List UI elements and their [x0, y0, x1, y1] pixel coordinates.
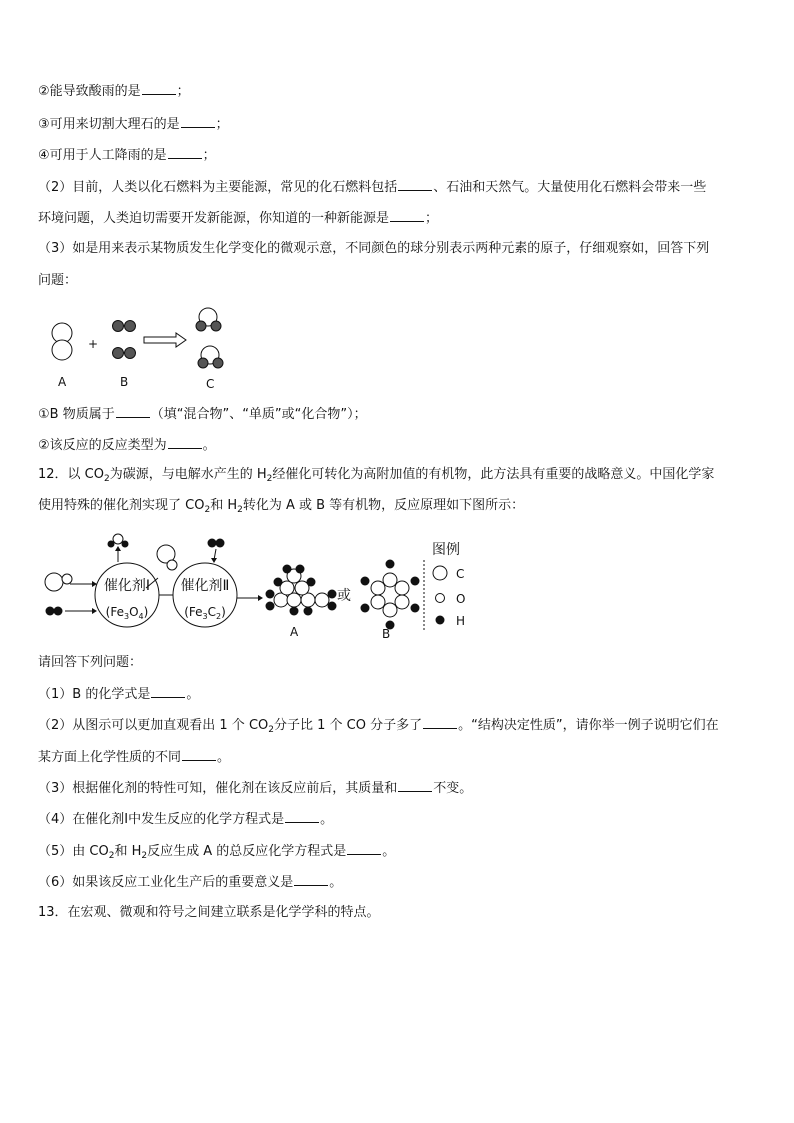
reaction-arrow: [144, 333, 186, 347]
question-line: [38, 497, 524, 519]
text: 分子比 1 个 CO 分子多了: [273, 718, 423, 733]
text: （1）B 的化学式是: [38, 687, 151, 702]
subscript: 2: [204, 505, 211, 515]
catalyst-2-circle: [173, 563, 237, 627]
formula-sub: 4: [138, 612, 144, 621]
formula-part: ): [143, 605, 149, 619]
question-line: [38, 904, 380, 922]
molecule-a: [52, 323, 72, 360]
formula-sub: 3: [123, 612, 130, 621]
legend-c-label: C: [456, 567, 465, 581]
question-line: [38, 716, 719, 739]
text: （4）在催化剂Ⅰ中发生反应的化学方程式是: [38, 812, 285, 827]
question-line: [38, 240, 709, 258]
catalyst-2-label: 催化剂Ⅱ: [180, 578, 230, 594]
question-line: [38, 748, 230, 767]
subscript: 2: [108, 851, 115, 861]
molecule-c: [196, 308, 223, 368]
plus-sign: +: [88, 337, 99, 351]
text: （填“混合物”、“单质”或“化合物”）；: [150, 407, 367, 422]
text: ④可用于人工降雨的是: [38, 148, 167, 163]
text: 问题：: [38, 273, 78, 288]
answer-blank[interactable]: [182, 748, 216, 761]
text: （3）如是用来表示某物质发生化学变化的微观示意，不同颜色的球分别表示两种元素的原子，仔细观察如，回答下列: [38, 241, 710, 256]
text: 经催化可转化为高附加值的有机物，此方法具有重要的战略意义。中国化学家: [272, 467, 715, 482]
legend-o-marker: [436, 594, 445, 603]
subscript: 2: [266, 474, 273, 484]
question-line: [38, 810, 333, 829]
output-h2o-molecule: [108, 534, 129, 562]
question-line: [38, 779, 472, 798]
legend-c-marker: [433, 566, 447, 580]
answer-blank[interactable]: [285, 810, 319, 823]
formula-sub: 3: [202, 612, 208, 621]
question-line: [38, 685, 199, 704]
question-line: [38, 209, 438, 228]
text: 。: [320, 812, 334, 827]
answer-blank[interactable]: [168, 146, 202, 159]
answer-blank[interactable]: [390, 209, 424, 222]
legend-h-label: H: [456, 614, 466, 628]
label-a: A: [290, 625, 299, 639]
text: 请回答下列问题：: [38, 655, 143, 670]
formula-part: (Fe: [105, 605, 124, 619]
text: 为碳源，与电解水产生的 H: [109, 467, 267, 482]
text: 13．在宏观、微观和符号之间建立联系是化学学科的特点。: [38, 905, 380, 920]
label-a: A: [58, 375, 67, 389]
formula-part: ): [221, 605, 226, 619]
subscript: 2: [237, 505, 243, 515]
formula-part: C: [207, 605, 217, 619]
text: 。“结构决定性质”，请你举一例子说明它们在: [458, 718, 719, 733]
reaction-diagram-2: [38, 532, 478, 644]
legend-title: 图例: [432, 542, 460, 558]
text: ①B 物质属于: [38, 407, 115, 422]
question-line: [38, 654, 142, 672]
text: ；: [202, 148, 216, 163]
legend-o-label: O: [456, 592, 466, 606]
text: （5）由 CO: [38, 844, 109, 859]
subscript: 2: [103, 474, 110, 484]
text: ；: [425, 211, 439, 226]
input-co2-molecule: [45, 573, 97, 591]
answer-blank[interactable]: [181, 115, 215, 128]
text: 。: [202, 438, 216, 453]
input-h2-molecule: [46, 607, 98, 616]
answer-blank[interactable]: [398, 178, 432, 191]
text: 某方面上化学性质的不同: [38, 750, 182, 765]
subscript: 2: [268, 725, 274, 735]
question-line: [38, 82, 190, 101]
text: 、石油和天然气。大量使用化石燃料会带来一些: [433, 180, 707, 195]
text: 转化为 A 或 B 等有机物，反应原理如下图所示：: [242, 498, 525, 513]
answer-blank[interactable]: [398, 779, 432, 792]
text: 和 H: [210, 498, 238, 513]
text: 不变。: [433, 781, 473, 796]
question-line: [38, 466, 714, 488]
text: 。: [329, 875, 343, 890]
text: 。: [186, 687, 200, 702]
question-line: [38, 146, 216, 165]
text: 12．以 CO: [38, 467, 104, 482]
catalyst-1-circle: [95, 563, 159, 627]
answer-blank[interactable]: [116, 405, 150, 418]
text: 。: [382, 844, 396, 859]
answer-blank[interactable]: [151, 685, 185, 698]
legend-h-marker: [436, 616, 445, 625]
label-b: B: [120, 375, 129, 389]
question-line: [38, 873, 342, 892]
formula-sub: 2: [216, 612, 222, 621]
subscript: 2: [141, 851, 148, 861]
product-a-molecule: [266, 565, 337, 616]
reaction-diagram-1: [40, 300, 260, 395]
text: ；: [215, 117, 229, 132]
answer-blank[interactable]: [294, 873, 328, 886]
text: 使用特殊的催化剂实现了 CO: [38, 498, 205, 513]
text: ；: [176, 84, 190, 99]
text: 和 H: [114, 844, 142, 859]
label-c: C: [206, 377, 215, 391]
question-line: [38, 436, 216, 455]
question-line: [38, 115, 229, 134]
text: 反应生成 A 的总反应化学方程式是: [147, 844, 347, 859]
label-b: B: [382, 627, 391, 641]
legend: [424, 542, 465, 632]
question-line: [38, 842, 395, 865]
catalyst-1-label: 催化剂Ⅰ: [103, 578, 151, 594]
text: （3）根据催化剂的特性可知，催化剂在该反应前后，其质量和: [38, 781, 398, 796]
or-text: 或: [337, 588, 351, 604]
question-line: [38, 405, 367, 424]
answer-blank[interactable]: [168, 436, 202, 449]
answer-blank[interactable]: [347, 842, 381, 855]
answer-blank[interactable]: [142, 82, 176, 95]
question-line: [38, 178, 706, 197]
input-h2-molecule-2: [208, 539, 225, 564]
text: （6）如果该反应工业化生产后的重要意义是: [38, 875, 294, 890]
text: 环境问题，人类迫切需要开发新能源，你知道的一种新能源是: [38, 211, 390, 226]
text: 。: [217, 750, 231, 765]
product-b-molecule: [361, 560, 420, 630]
answer-blank[interactable]: [423, 716, 457, 729]
text: ②该反应的反应类型为: [38, 438, 167, 453]
text: ③可用来切割大理石的是: [38, 117, 180, 132]
molecule-b: [113, 321, 136, 359]
question-line: [38, 272, 77, 290]
text: （2）从图示可以更加直观看出 1 个 CO: [38, 718, 269, 733]
text: （2）目前，人类以化石燃料为主要能源，常见的化石燃料包括: [38, 180, 398, 195]
formula-part: O: [129, 605, 139, 619]
formula-part: (Fe: [184, 605, 203, 619]
text: ②能导致酸雨的是: [38, 84, 141, 99]
